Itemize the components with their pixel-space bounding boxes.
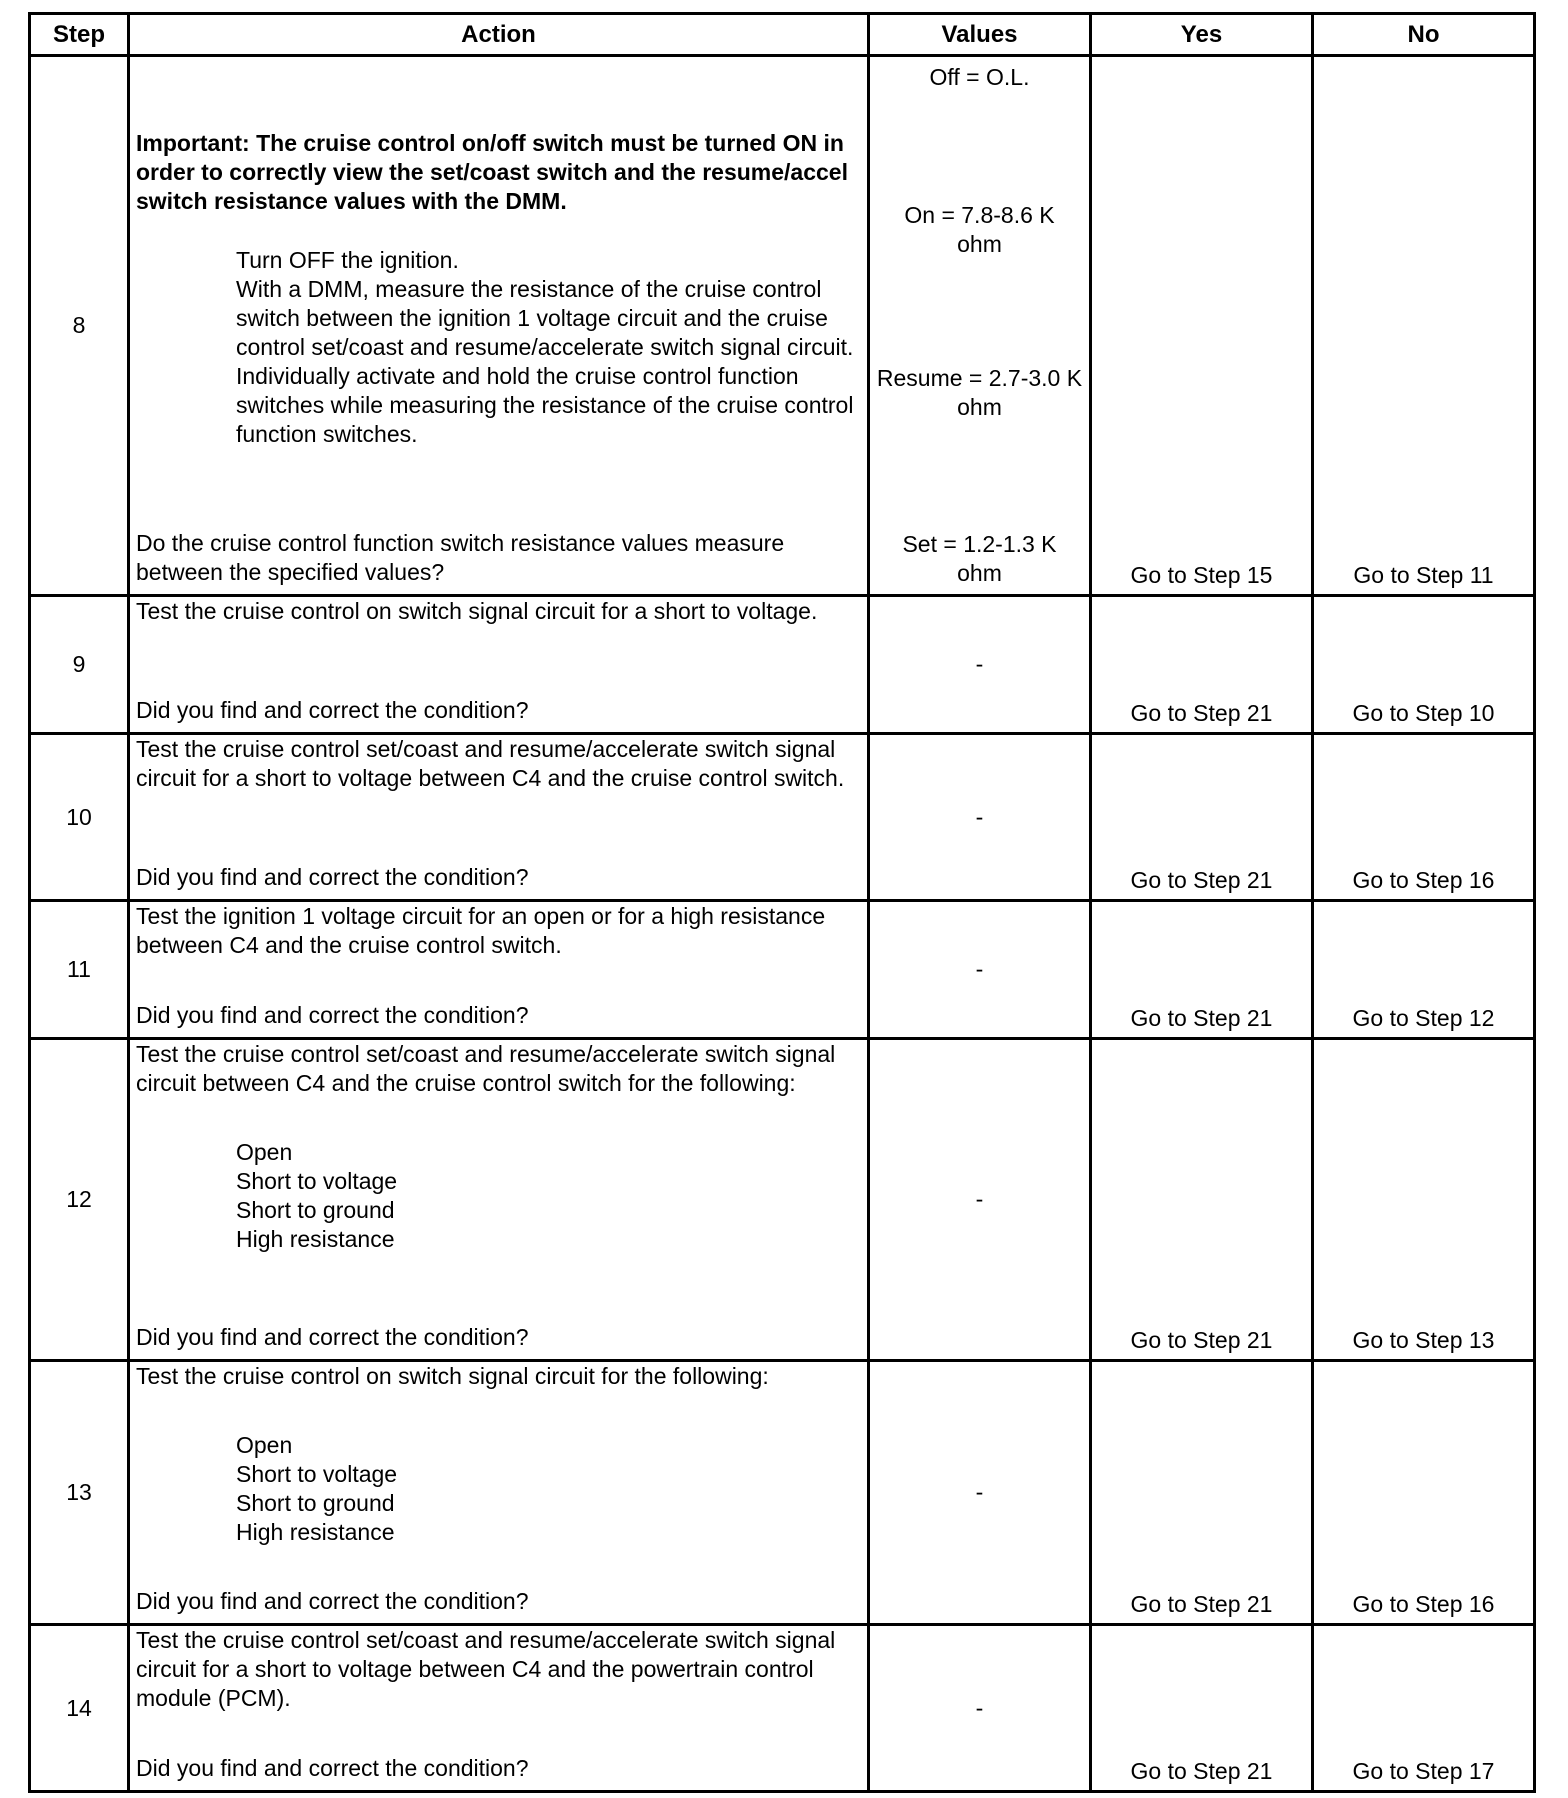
yes-cell: Go to Step 21 [1091, 901, 1313, 1039]
table-row [30, 1039, 1535, 1361]
header-step: Step [30, 14, 129, 56]
values-cell [869, 56, 1091, 596]
question-text: Did you find and correct the condition? [136, 1755, 529, 1781]
question-text: Did you find and correct the condition? [136, 864, 529, 890]
action-text: Test the cruise control set/coast and resume/accelerate switch signal circuit between C4 and the cruise control switch for the following: [136, 1041, 836, 1096]
condition-list [136, 1431, 863, 1547]
table-row [30, 596, 1535, 734]
value-off: Off = O.L. [929, 63, 1030, 90]
value-cell: - [869, 1361, 1091, 1625]
value-cell: - [869, 734, 1091, 901]
list-item: Short to ground [236, 1197, 395, 1223]
action-cell [129, 901, 869, 1039]
no-cell: Go to Step 17 [1313, 1625, 1535, 1792]
step-number: 14 [30, 1625, 129, 1792]
no-cell: Go to Step 16 [1313, 734, 1535, 901]
list-item: Short to voltage [236, 1168, 398, 1194]
condition-list [136, 1138, 863, 1254]
header-row [30, 14, 1535, 56]
table-row [30, 1361, 1535, 1625]
important-note: Important: The cruise control on/off switch must be turned ON in order to correctly view the set/coast switch and the resume/accel switch resistance values with the DMM. [136, 130, 848, 214]
question-text: Do the cruise control function switch resistance values measure between the specified values? [136, 530, 785, 585]
no-cell: Go to Step 16 [1313, 1361, 1535, 1625]
list-item: Open [236, 1139, 293, 1165]
question-text: Did you find and correct the condition? [136, 697, 529, 723]
value-cell: - [869, 901, 1091, 1039]
header-no: No [1313, 14, 1535, 56]
table-row [30, 734, 1535, 901]
list-item: Short to ground [236, 1490, 395, 1516]
table-row [30, 56, 1535, 596]
no-cell: Go to Step 11 [1313, 56, 1535, 596]
action-cell [129, 734, 869, 901]
action-cell [129, 56, 869, 596]
action-text: Test the ignition 1 voltage circuit for an open or for a high resistance between C4 and the cruise control switch. [136, 903, 826, 958]
step-number: 8 [30, 56, 129, 596]
action-cell [129, 596, 869, 734]
step-number: 12 [30, 1039, 129, 1361]
step-number: 10 [30, 734, 129, 901]
step-number: 13 [30, 1361, 129, 1625]
yes-cell: Go to Step 21 [1091, 1361, 1313, 1625]
value-on: On = 7.8-8.6 K ohm [904, 201, 1055, 257]
step-number: 11 [30, 901, 129, 1039]
substep-list [136, 246, 863, 449]
action-text: Test the cruise control set/coast and resume/accelerate switch signal circuit for a short to voltage between C4 and the powertrain control module (PCM). [136, 1627, 836, 1711]
yes-cell: Go to Step 21 [1091, 734, 1313, 901]
value-resume: Resume = 2.7-3.0 K ohm [876, 364, 1083, 420]
list-item: Short to voltage [236, 1461, 398, 1487]
action-cell [129, 1625, 869, 1792]
yes-cell: Go to Step 15 [1091, 56, 1313, 596]
no-cell: Go to Step 10 [1313, 596, 1535, 734]
header-action: Action [129, 14, 869, 56]
no-cell: Go to Step 13 [1313, 1039, 1535, 1361]
value-cell: - [869, 596, 1091, 734]
step-number: 9 [30, 596, 129, 734]
action-cell [129, 1039, 869, 1361]
diagnostic-table [28, 12, 1536, 1793]
table-row [30, 901, 1535, 1039]
question-text: Did you find and correct the condition? [136, 1324, 529, 1350]
yes-cell: Go to Step 21 [1091, 1625, 1313, 1792]
value-cell: - [869, 1039, 1091, 1361]
action-text: Test the cruise control set/coast and resume/accelerate switch signal circuit for a short to voltage between C4 and the cruise control switch. [136, 736, 845, 791]
list-item: With a DMM, measure the resistance of the cruise control switch between the ignition 1 voltage circuit and the cruise control set/coast and resume/accelerate switch signal circuit. [236, 276, 854, 360]
value-set: Set = 1.2-1.3 K ohm [902, 530, 1057, 586]
action-text: Test the cruise control on switch signal circuit for the following: [136, 1363, 769, 1389]
question-text: Did you find and correct the condition? [136, 1588, 529, 1614]
value-cell: - [869, 1625, 1091, 1792]
no-cell: Go to Step 12 [1313, 901, 1535, 1039]
list-item: High resistance [236, 1519, 395, 1545]
table-row [30, 1625, 1535, 1792]
yes-cell: Go to Step 21 [1091, 1039, 1313, 1361]
question-text: Did you find and correct the condition? [136, 1002, 529, 1028]
yes-cell: Go to Step 21 [1091, 596, 1313, 734]
list-item: Turn OFF the ignition. [236, 247, 459, 273]
header-yes: Yes [1091, 14, 1313, 56]
action-cell [129, 1361, 869, 1625]
action-text: Test the cruise control on switch signal circuit for a short to voltage. [136, 598, 818, 624]
header-values: Values [869, 14, 1091, 56]
list-item: Individually activate and hold the cruise control function switches while measuring the resistance of the cruise control function switches. [236, 363, 854, 447]
list-item: High resistance [236, 1226, 395, 1252]
list-item: Open [236, 1432, 293, 1458]
